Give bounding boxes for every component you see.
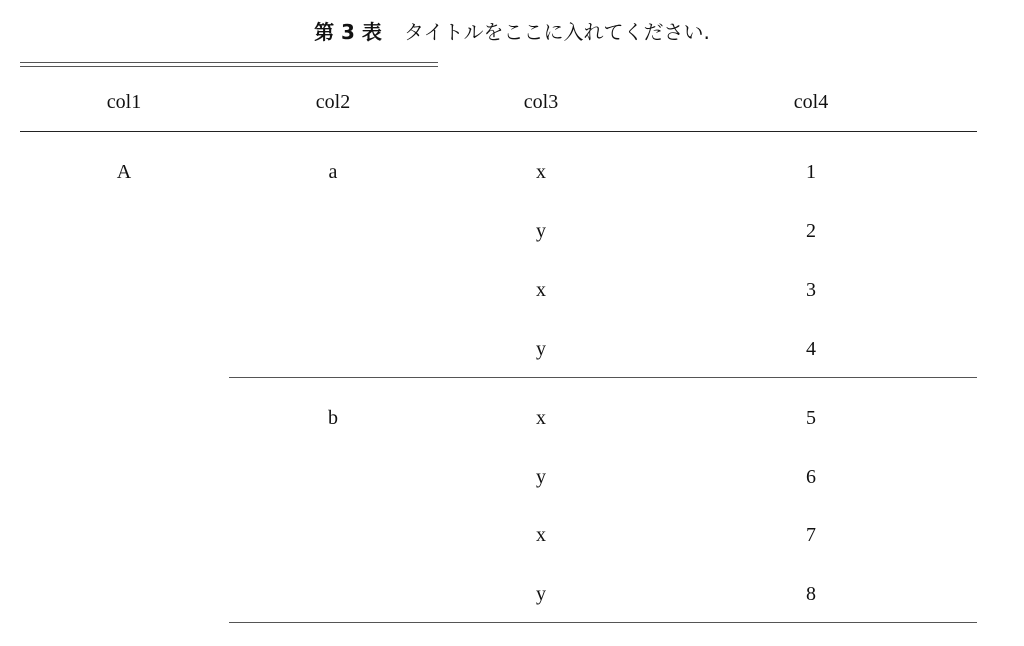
cell-col1: A: [116, 161, 132, 183]
table-row-6-col3: y: [536, 466, 546, 488]
top-double-rule-lower: [20, 66, 438, 67]
table-row-8-col4: 8: [806, 583, 816, 605]
table-number-label: 第 3 表: [314, 20, 382, 44]
header-col3: col3: [523, 91, 559, 113]
table-row-1-col3: x: [536, 161, 546, 183]
group-separator-rule: [229, 377, 977, 378]
table-row-7-col4: 7: [806, 524, 816, 546]
table-caption: [0, 18, 1024, 46]
header-col4: col4: [793, 91, 829, 113]
top-double-rule-upper: [20, 62, 438, 63]
table-row-3-col4: 3: [806, 279, 816, 301]
table-row-6-col4: 6: [806, 466, 816, 488]
table-row-5-col4: 5: [806, 407, 816, 429]
table-row-5-col3: x: [536, 407, 546, 429]
table-row-1-col4: 1: [806, 161, 816, 183]
table-row-7-col3: x: [536, 524, 546, 546]
table-row-8-col3: y: [536, 583, 546, 605]
cell-col2-group-a: a: [328, 161, 338, 183]
table-row-2-col4: 2: [806, 220, 816, 242]
table-title: タイトルをここに入れてください.: [403, 20, 710, 44]
table-row-4-col3: y: [536, 338, 546, 360]
header-col1: col1: [106, 91, 142, 113]
table-row-2-col3: y: [536, 220, 546, 242]
header-col2: col2: [315, 91, 351, 113]
table-row-3-col3: x: [536, 279, 546, 301]
table-row-4-col4: 4: [806, 338, 816, 360]
cell-col2-group-b: b: [328, 407, 338, 429]
header-bottom-rule: [20, 131, 977, 132]
table-bottom-rule: [229, 622, 977, 623]
